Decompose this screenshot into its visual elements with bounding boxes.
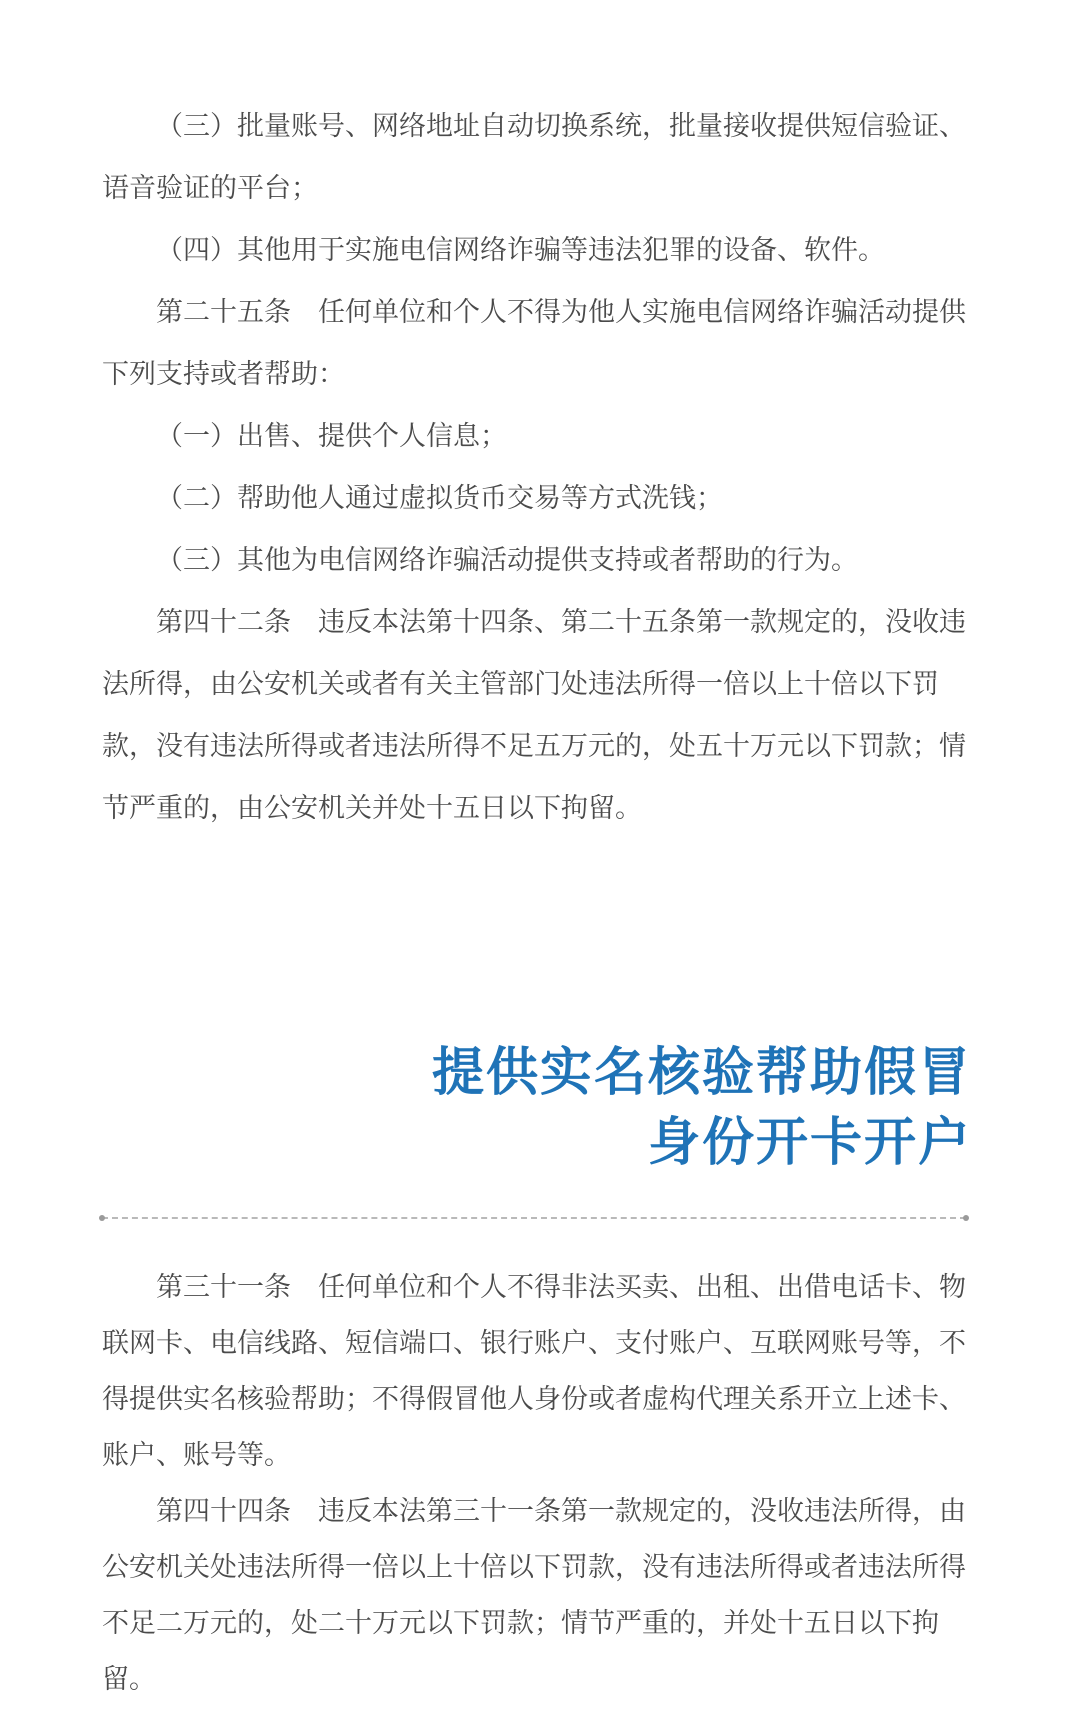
paragraph-item-1: （一）出售、提供个人信息； xyxy=(156,421,507,452)
section-heading-line-1: 提供实名核验帮助假冒 xyxy=(431,1043,972,1103)
paragraph-item-2: （二）帮助他人通过虚拟货币交易等方式洗钱； xyxy=(156,483,723,514)
paragraph-article-25: 第二十五条 任何单位和个人不得为他人实施电信网络诈骗活动提供下列支持或者帮助： xyxy=(102,297,966,390)
dashed-divider xyxy=(102,1217,966,1219)
paragraph-article-42: 第四十二条 违反本法第十四条、第二十五条第一款规定的，没收违法所得，由公安机关或者有关主管部门处违法所得一倍以上十倍以下罚款，没有违法所得或者违法所得不足五万元的，处五十万元以下罚款；情节严重的，由公安机关并处十五日以下拘留。 xyxy=(102,607,966,824)
article-section-2 xyxy=(102,1260,972,1708)
article-section-1 xyxy=(102,96,972,840)
section-heading xyxy=(112,1038,972,1178)
paragraph-item-3: （三）批量账号、网络地址自动切换系统，批量接收提供短信验证、语音验证的平台； xyxy=(102,111,966,204)
paragraph-item-4: （四）其他用于实施电信网络诈骗等违法犯罪的设备、软件。 xyxy=(156,235,885,266)
paragraph-article-44: 第四十四条 违反本法第三十一条第一款规定的，没收违法所得，由公安机关处违法所得一倍以上十倍以下罚款，没有违法所得或者违法所得不足二万元的，处二十万元以下罚款；情节严重的，并处十五日以下拘留。 xyxy=(102,1496,966,1695)
divider-dot-right xyxy=(963,1215,969,1221)
divider-dot-left xyxy=(99,1215,105,1221)
paragraph-article-31: 第三十一条 任何单位和个人不得非法买卖、出租、出借电话卡、物联网卡、电信线路、短信端口、银行账户、支付账户、互联网账号等，不得提供实名核验帮助；不得假冒他人身份或者虚构代理关系开立上述卡、账户、账号等。 xyxy=(102,1272,966,1471)
section-heading-line-2: 身份开卡开户 xyxy=(647,1113,972,1173)
paragraph-item-3b: （三）其他为电信网络诈骗活动提供支持或者帮助的行为。 xyxy=(156,545,858,576)
